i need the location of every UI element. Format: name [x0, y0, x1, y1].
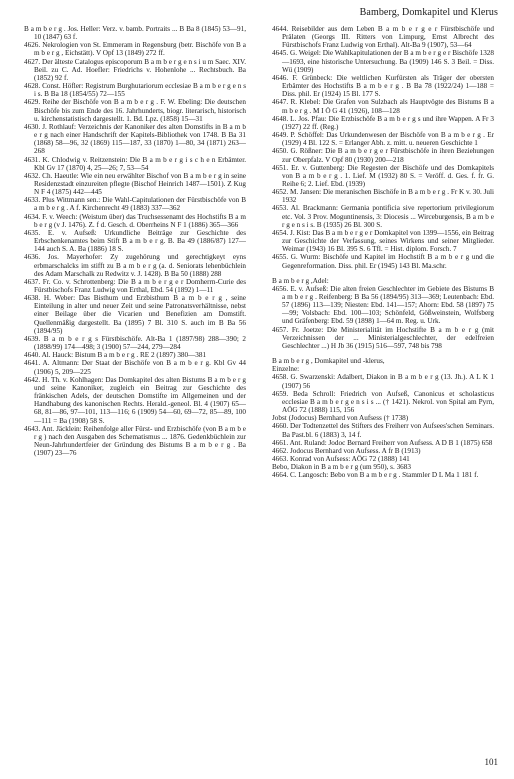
- subject-heading-aufsess: Jobst (Jodocus) Bernhard von Aufsess († 1738): [272, 414, 409, 423]
- entry-4650: 4650. G. Rößner: Die B a m b e r g e r Fürstbischöfe in ihren Beziehungen zur Oberpfalz. V Opf 80 (1930) 200—218: [272, 147, 494, 164]
- cross-reference-bebo: Bebo, Diakon in B a m b e r g (um 950), s. 3683: [272, 463, 411, 472]
- entry-4639: 4639. B a m b e r g s Fürstbischöfe. Alt-Ba 1 (1897/98) 288—390; 2 (1898/99) 174—498; 3 (1900) 57—244, 279—284: [24, 334, 246, 352]
- entry-4664: 4664. C. Langosch: Bebo von B a m b e r g . Stammler D L Ma 1 181 f.: [272, 471, 479, 480]
- entry-4641: 4641. A. Altmann: Der Staat der Bischöfe von B a m b e r g. Kbl Gv 44 (1906) 5, 209—225: [24, 359, 246, 376]
- entry-4626: 4626. Nekrologien von St. Emmeram in Regensburg (betr. Bischöfe von B a m b e r g , Eichstätt). V Opf 13 (1849) 272 ff.: [24, 41, 246, 58]
- entry-4646: 4646. F. Grünbeck: Die weltlichen Kurfürsten als Träger der obersten Erbämter des Hochstifts B a m b e r g . B Ba 78 (1922/24) 1—188 = Diss. phil. Er (1924) 15 Bl. 177 S.: [272, 73, 494, 99]
- entry-4632: 4632. Ch. Haeutle: Wie ein neu erwählter Bischof von B a m b e r g in seine Residenzstadt einzureiten pflegte (Bischof Heinrich 1487—1501). Z Kug N F 4 (1875) 442—445: [24, 171, 246, 197]
- entry-4657: 4657. Fr. Joetze: Die Ministerialität im Hochstifte B a m b e r g (mit Verzeichnissen der ... Ministerialgeschlechter, der edelfreien Geschlechter ...) H Jb 36 (1915) 516—597, 748 bis 798: [272, 325, 494, 350]
- entry-4645: 4645. G. Weigel: Die Wahlkapitulationen der B a m b e r g e r Bischöfe 1328—1693, eine historische Untersuchung. Ba (1909) 146 S. 3 Beil. = Diss. Wü (1909): [272, 49, 494, 74]
- left-column: [24, 25, 246, 457]
- entry-4643: 4643. Ant. Jäcklein: Reihenfolge aller Fürst- und Erzbischöfe (von B a m b e r g ) nach den Ausgaben des Schematismus ... 1876. Gedenkbüchlein zur Neun-Jahrhundertfeier der Gründung des Bistums B a m b e r g . Ba (1907) 23—76: [24, 424, 246, 458]
- entry-4658: 4658. G. Swarzenski: Adalbert, Diakon in B a m b e r g (13. Jh.). A L K 1 (1907) 56: [272, 373, 494, 390]
- entry-4630: 4630. J. Rothlauf: Verzeichnis der Kanoniker des alten Domstifts in B a m b e r g nach einer Handschrift der Kapitels-Bibliothek von 1748. B Ba 31 (1868) 58—96, 32 (1869) 115—187, 33 (1870) 1—80, 34 (1871) 263—268: [24, 122, 246, 156]
- page-number: 101: [484, 757, 498, 767]
- entry-4649: 4649. P. Schöffel: Das Urkundenwesen der Bischöfe von B a m b e r g . Er (1929) 4 Bl. 122 S. = Erlanger Abh. z. mitt. u. neueren Geschichte 1: [272, 131, 494, 148]
- entry-4627: 4627. Der älteste Catalogus episcoporum B a m b e r g e n s i u m Saec. XIV. Beil. zu C. Ad. Hoefler: Friedrichs v. Hohenlohe ... Rechtsbuch. Ba (1852) 92 f.: [24, 57, 246, 82]
- entry-4644: 4644. Reisebilder aus dem Leben B a m b e r g e r Fürstbischöfe und Prälaten (Georgs III. Ritters von Limpurg, Ernst Albrecht des Fürstbischofs Franz Ludwig von Erthal). Alt-Ba 9 (1907), 53—64: [272, 25, 494, 50]
- entry-4655: 4655. G. Wurm: Bischöfe und Kapitel im Hochstift B a m b e r g und die Gegenreformation. Diss. phil. Er (1945) 143 Bl. Ma.schr.: [272, 253, 494, 270]
- entry-4648: 4648. L. Jos. Pfau: Die Erzbischöfe B a m b e r g s und ihre Wappen. A Fr 3 (1927) 22 ff. (Reg.): [272, 114, 494, 131]
- entry-4660: 4660. Der Todtenzettel des Stifters des Freiherr von Aufsees'schen Seminars. Ba Past.bl. 6 (1883) 3, 14 f.: [272, 422, 494, 439]
- entry-4635: 4635. E. v. Aufseß: Urkundliche Beiträge zur Geschichte des Erbschenkenamtes beim Stift B a m b e r g. B. Ba 49 (1886/87) 127—144 auch S. A. Ba (1886) 18 S.: [24, 228, 246, 254]
- entry-4656: 4656. E. v. Aufseß: Die alten freien Geschlechter im Gebiete des Bistums B a m b e r g . Reifenberg: B Ba 56 (1894/95) 313—369; Leutenbach: Ebd. 57 (1896) 113—139; Niesten: Ebd. 141—157; Ahorn: Ebd. 58 (1897) 75—99; Volsbach: Ebd. 100—103; Schönfeld, Gößweinstein, Wolfsberg und Gräfenberg: Ebd. 59 (1898) 1—64 m. Reg. u. Urk.: [272, 284, 494, 326]
- entry-4636: 4636. Jos. Mayerhofer: Zy zugehörung und gerechtigkeyt eyns erbmarschalcks im stifft zu B a m b e r g (a. d. Seniorats lehenbüchlein des Adam Marschalk zu Redwitz v. J. 1428). B Ba 50 (1888) 288: [24, 253, 246, 278]
- entry-4647: 4647. R. Klebel: Die Grafen von Sulzbach als Hauptvögte des Bistums B a m b e r g . M I Ö G 41 (1926), 108—128: [272, 98, 494, 115]
- entry-4638: 4638. H. Weber: Das Bisthum und Erzbisthum B a m b e r g , seine Einteilung in alter und neuer Zeit und seine Patronatsverhältnisse, nebst einer Beilage über die Vicarien und Benefizien am Domstift. Quellenmäßig dargestellt. Ba (1895) 7 Bl. 310 S. auch im B Ba 56 (1894/95): [24, 294, 246, 335]
- entry-4663: 4663. Konrad von Aufsess: AÖG 72 (1888) 141: [272, 454, 410, 463]
- entry-4629: 4629. Reihe der Bischöfe von B a m b e r g . F. W. Ebeling: Die deutschen Bischöfe bis zum Ende des 16. Jahrhunderts, biogr. literarisch, historisch u. kirchenstatistisch dargestellt. 1. Bd. Lpz. (1858) 15—31: [24, 98, 246, 123]
- running-head: Bamberg, Domkapitel und Klerus: [359, 7, 498, 18]
- entry-4637: 4637. Fr. Co. v. Schrottenberg: Die B a m b e r g e r Domherrn-Curie des Fürstbischofs Franz Ludwig von Erthal, Ebd. 54 (1892) 1—11: [24, 277, 246, 294]
- entry-4642: 4642. H. Th. v. Kohlhagen: Das Domkapitel des alten Bistums B a m b e r g und seine Kanoniker, zugleich ein Beitrag zur Geschichte des fränkischen Adels, der deutschen Domstifte im Allgemeinen und der Handhabung des kanonischen Rechts. Herald.-geneol. Bl. 4 (1907) 65—68, 81—86, 97—101, 113—116; 6 (1909) 54—60, 69—72, 85—89, 100—111 = Ba (1908) 58 S.: [24, 375, 246, 425]
- entry-4653: 4653. Al. Brackmann: Germania pontificia sive repertorium privilegiorum etc. Vol. 3 Prov. Moguntinensis, 3: Diocesis ... Wirceburgensis, B a m b e r g e n s i s. B (1935) 26 Bl. 300 S.: [272, 204, 494, 229]
- section-heading-klerus: B a m b e r g , Domkapitel und -klerus,: [272, 357, 385, 366]
- right-column: [272, 25, 494, 479]
- entry-4651: 4651. Er. v. Guttenberg: Die Regesten der Bischöfe und des Domkapitels von B a m b e r g . 1. Lief. M (1932) 80 S. = Veröff. d. Ges. f. fr. G. Reihe 6; 2. Lief. Ebd. (1939): [272, 163, 494, 188]
- entry-4640: 4640. Al. Hauck: Bistum B a m b e r g . RE 2 (1897) 380—381: [24, 351, 207, 360]
- entry-4654: 4654. J. Kist: Das B a m b e r g e r Domkapitel von 1399—1556, ein Beitrag zur Geschichte der Verfassung, seines Wirkens und seiner Mitglieder. Weimar (1943) 16 Bl. 395 S. 6 Tfl. = Hist. diplom. Forsch. 7: [272, 228, 494, 254]
- entry-4659: 4659. Beda Schroll: Friedrich von Aufseß, Canonicus et scholasticus ecclesiae B a m b e r g e n s i s ... († 1421). Nekrol. von Spital am Pyrn, AÖG 72 (1888) 115, 156: [272, 389, 494, 415]
- section-heading-adel: B a m b e r g ,Adel:: [272, 276, 329, 285]
- entry-4628: 4628. Const. Höfler: Registrum Burghutariorum ecclesiae B a m b e r g e n s i s. B Ba 18 (1854/55) 72—155: [24, 82, 246, 99]
- entry-4652: 4652. M. Jansen: Die meranischen Bischöfe in B a m b e r g . Fr K v. 30. Juli 1932: [272, 188, 494, 205]
- section-subheading-einzelne: Einzelne:: [272, 365, 300, 374]
- entry-4634: 4634. F. v. Weech: (Weistum über) das Truchsessenamt des Hochstifts B a m b e r g (v J. 1476). Z. f d. Gesch. d. Oberrheins N F 1 (1886) 365—366: [24, 212, 246, 229]
- entry-4661: 4661. Ant. Ruland: Jodoc Bernard Freiherr von Aufsess. A D B 1 (1875) 658: [272, 438, 493, 447]
- entry-4625-cont: B a m b e r g . Jos. Heller: Verz. v. bamb. Portraits ... B Ba 8 (1845) 53—91, 10 (1847) 63 f.: [24, 25, 246, 42]
- entry-4633: 4633. Plus Wittmann sen.: Die Wahl-Capitulationen der Fürstbischöfe von B a m b e r g . A f. Kirchenrecht 49 (1883) 337—362: [24, 196, 246, 213]
- entry-4631: 4631. K. Chlodwig v. Reitzenstein: Die B a m b e r g i s c h e n Erbämter. Kbl Gv 17 (1870) 4, 25—26; 7, 53—54: [24, 155, 246, 172]
- entry-4662: 4662. Jodocus Bernhard von Aufsess. A fr B (1913): [272, 446, 421, 455]
